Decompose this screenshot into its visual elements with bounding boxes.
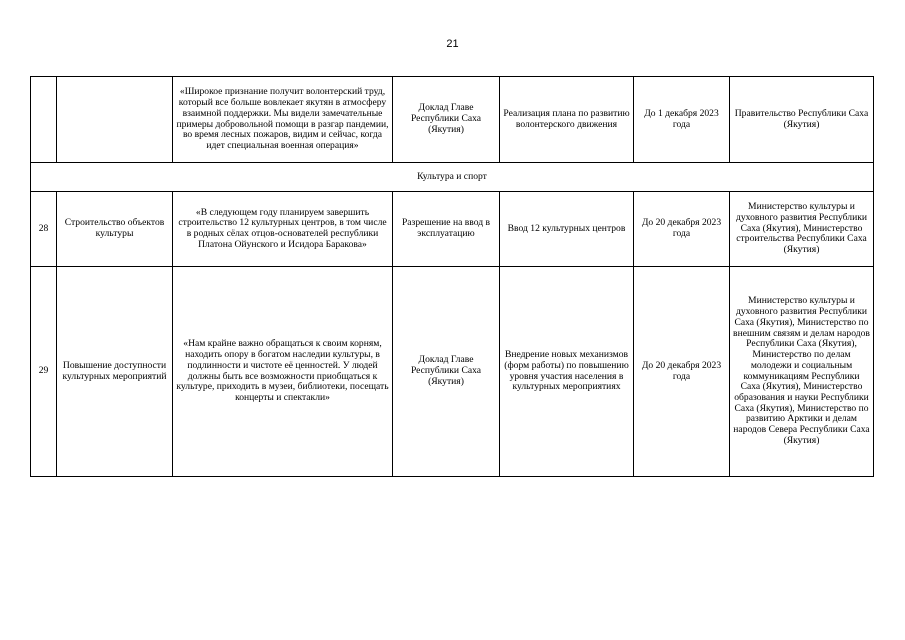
quote-cell: «Нам крайне важно обращаться к своим корням, находить опору в богатом наследии культуры, в подлинности и чистоте её ценностей. У людей должны быть все возможности приобщаться к культуре, приходить в музеи, библиотеки, посещать концерты и спектакли» (173, 267, 393, 477)
responsible-cell: Министерство культуры и духовного развития Республики Саха (Якутия), Министерство по внешним связям и делам народов Республики Саха (Якутия), Министерство по делам молодежи и социальным коммуникациям Республики Саха (Якутия), Министерство образования и науки Республики Саха (Якутия), Министерство по развитию Арктики и делам народов Севера Республики Саха (Якутия) (730, 267, 874, 477)
table-row (31, 267, 874, 477)
quote-cell: «В следующем году планируем завершить строительство 12 культурных центров, в том числе в родных сёлах отцов-основателей республики Платона Ойунского и Исидора Баракова» (173, 192, 393, 267)
result-cell: Внедрение новых механизмов (форм работы) по повышению уровня участия населения в культурных мероприятиях (500, 267, 634, 477)
table-row (31, 77, 874, 163)
event-name-cell: Строительство объектов культуры (57, 192, 173, 267)
section-row (31, 163, 874, 192)
row-number-cell: 29 (31, 267, 57, 477)
event-name-cell: Повышение доступности культурных мероприятий (57, 267, 173, 477)
result-cell: Ввод 12 культурных центров (500, 192, 634, 267)
deadline-cell: До 20 декабря 2023 года (634, 267, 730, 477)
responsible-cell: Правительство Республики Саха (Якутия) (730, 77, 874, 163)
event-name-cell (57, 77, 173, 163)
document-cell: Разрешение на ввод в эксплуатацию (393, 192, 500, 267)
responsible-cell: Министерство культуры и духовного развития Республики Саха (Якутия), Министерство строительства Республики Саха (Якутия) (730, 192, 874, 267)
document-cell: Доклад Главе Республики Саха (Якутия) (393, 267, 500, 477)
plan-table (30, 76, 874, 477)
section-title: Культура и спорт (31, 163, 874, 192)
quote-cell: «Широкое признание получит волонтерский труд, который все больше вовлекает якутян в атмосферу взаимной поддержки. Мы видели замечательные примеры добровольной помощи в разгар пандемии, во время лесных пожаров, видим и сейчас, когда идет специальная военная операция» (173, 77, 393, 163)
row-number-cell: 28 (31, 192, 57, 267)
deadline-cell: До 1 декабря 2023 года (634, 77, 730, 163)
page-number: 21 (446, 38, 459, 50)
table-row (31, 192, 874, 267)
document-cell: Доклад Главе Республики Саха (Якутия) (393, 77, 500, 163)
row-number-cell (31, 77, 57, 163)
deadline-cell: До 20 декабря 2023 года (634, 192, 730, 267)
result-cell: Реализация плана по развитию волонтерского движения (500, 77, 634, 163)
